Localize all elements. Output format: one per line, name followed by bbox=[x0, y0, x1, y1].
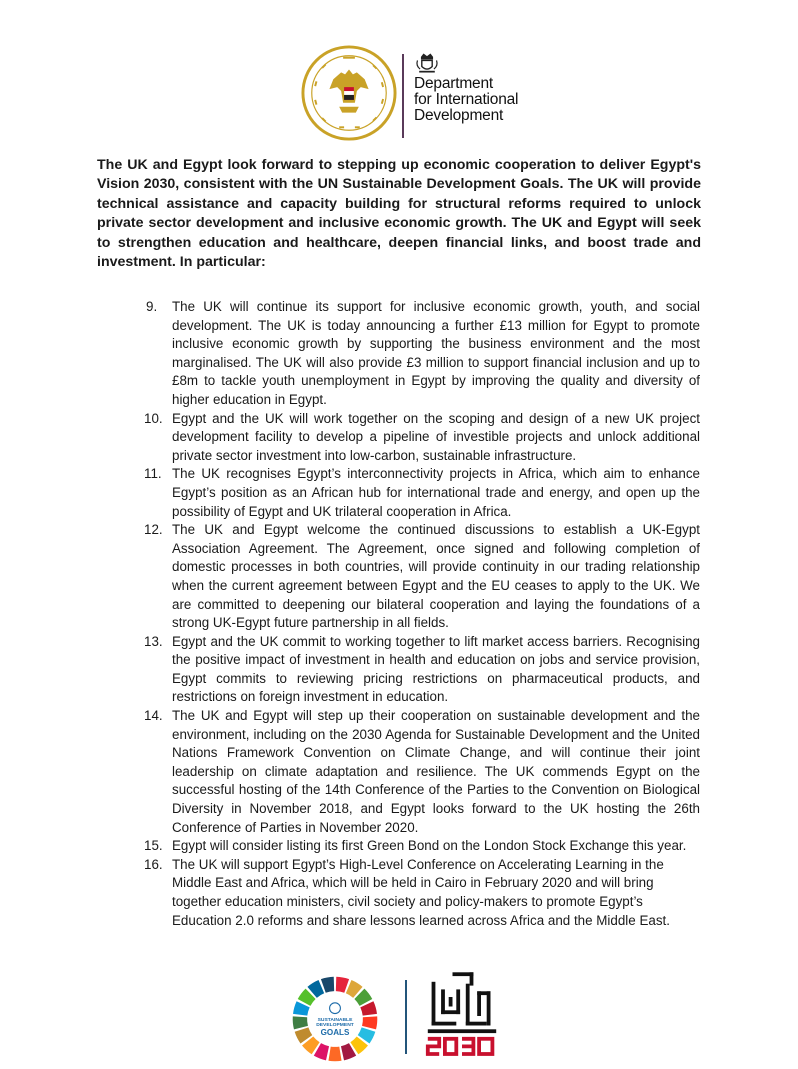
item-text: The UK recognises Egypt’s interconnectivity projects in Africa, which aim to enhance Egypt’s position as an African hub for international trade and energy, and open up the possibility of Egypt and UK trilateral cooperation in Africa. bbox=[172, 466, 700, 519]
egypt-2030-digits bbox=[428, 1039, 493, 1054]
dfid-line-1: Department bbox=[414, 75, 493, 92]
sdg-segment bbox=[328, 1047, 341, 1062]
royal-crest-icon bbox=[414, 50, 440, 76]
dfid-line-2: for International bbox=[414, 91, 519, 108]
sdg-line-1: SUSTAINABLE bbox=[317, 1017, 353, 1023]
dfid-logo bbox=[410, 50, 540, 140]
item-text: The UK and Egypt welcome the continued discussions to establish a UK-Egypt Association Agreement. The Agreement, once signed and following completion of domestic processes in both countries, will provide continuity in our trading relationship when the current agreement between Egypt and the EU ceases to apply to the UK. We are committed to deepening our bilateral cooperation and laying the foundations of a strong UK-Egypt future partnership in all fields. bbox=[172, 522, 700, 631]
commitments-list bbox=[0, 298, 798, 930]
egypt-2030-logo bbox=[424, 970, 500, 1062]
item-text: Egypt and the UK will work together on the scoping and design of a new UK project development facility to develop a pipeline of investible projects and unlock additional private sector investment into low-carbon, sustainable infrastructure. bbox=[172, 410, 700, 463]
sdg-segment bbox=[336, 977, 349, 993]
item-text: Egypt and the UK commit to working together to lift market access barriers. Recognising the positive impact of investment in health and education on jobs and service provision, Egypt commits to reviewing pricing restrictions on pharmaceutical products, and restrictions on foreign investment in education. bbox=[172, 633, 700, 705]
dfid-line-3: Development bbox=[414, 107, 504, 124]
sdg-line-3: GOALS bbox=[320, 1028, 350, 1038]
item-number: 15. bbox=[144, 838, 163, 854]
sdg-segment bbox=[321, 977, 334, 993]
sdg-wheel-logo bbox=[290, 974, 380, 1064]
item-number: 10. bbox=[144, 410, 163, 426]
item-text: The UK will support Egypt’s High-Level Conference on Accelerating Learning in the Middle East and Africa, which will be held in Cairo in February 2020 and will bring together education ministers, civil society and policy-makers to promote Egypt’s Education 2.0 reforms and share lessons learned across Africa and the Middle East. bbox=[172, 856, 670, 928]
intro-paragraph: The UK and Egypt look forward to stepping up economic cooperation to deliver Egypt's Vision 2030, consistent with the UN Sustainable Development Goals. The UK will provide technical assistance and capacity building for structural reforms required to unlock private sector development and inclusive economic growth. The UK and Egypt will seek to strengthen education and healthcare, deepen financial links, and boost trade and investment. In particular: bbox=[97, 157, 701, 271]
item-number: 14. bbox=[144, 708, 163, 724]
list-item bbox=[0, 521, 798, 633]
header-logos bbox=[0, 44, 798, 144]
list-item bbox=[0, 856, 798, 930]
item-number: 9. bbox=[146, 299, 158, 314]
item-text: The UK and Egypt will step up their cooperation on sustainable development and the environment, including on the 2030 Agenda for Sustainable Development and the United Nations Framework Convention on Climate Change, and will continue their joint leadership on climate adaptation and resilience. The UK commends Egypt on the successful hosting of the 14th Conference of the Parties to the Convention on Biological Diversity in November 2018, and Egypt looks forward to the UK hosting the 26th Conference of Parties in November 2020. bbox=[172, 708, 700, 835]
item-number: 16. bbox=[144, 856, 163, 872]
list-item bbox=[0, 837, 798, 856]
item-text: The UK will continue its support for inclusive economic growth, youth, and social development. The UK is today announcing a further £13 million for Egypt to promote inclusive economic growth by supporting the business environment and the most marginalised. The UK will also provide £3 million to support financial inclusion and up to £8m to tackle youth unemployment in Egypt by improving the quality and diversity of higher education in Egypt. bbox=[172, 299, 700, 407]
item-number: 13. bbox=[144, 633, 163, 649]
item-number: 12. bbox=[144, 522, 163, 538]
item-number: 11. bbox=[144, 466, 162, 482]
item-text: Egypt will consider listing its first Green Bond on the London Stock Exchange this year. bbox=[172, 838, 687, 854]
list-item bbox=[0, 298, 798, 410]
ministry-of-international-cooperation-logo bbox=[300, 44, 398, 142]
list-item bbox=[0, 707, 798, 837]
footer-logos bbox=[0, 970, 798, 1065]
sdg-segment bbox=[362, 1016, 377, 1029]
list-item bbox=[0, 465, 798, 521]
list-item bbox=[0, 633, 798, 707]
sdg-segment bbox=[293, 1016, 308, 1029]
sdg-line-2: DEVELOPMENT bbox=[316, 1023, 354, 1029]
footer-divider bbox=[405, 980, 407, 1054]
list-item bbox=[0, 410, 798, 466]
header-divider bbox=[402, 54, 404, 138]
dfid-wordmark bbox=[414, 76, 518, 124]
